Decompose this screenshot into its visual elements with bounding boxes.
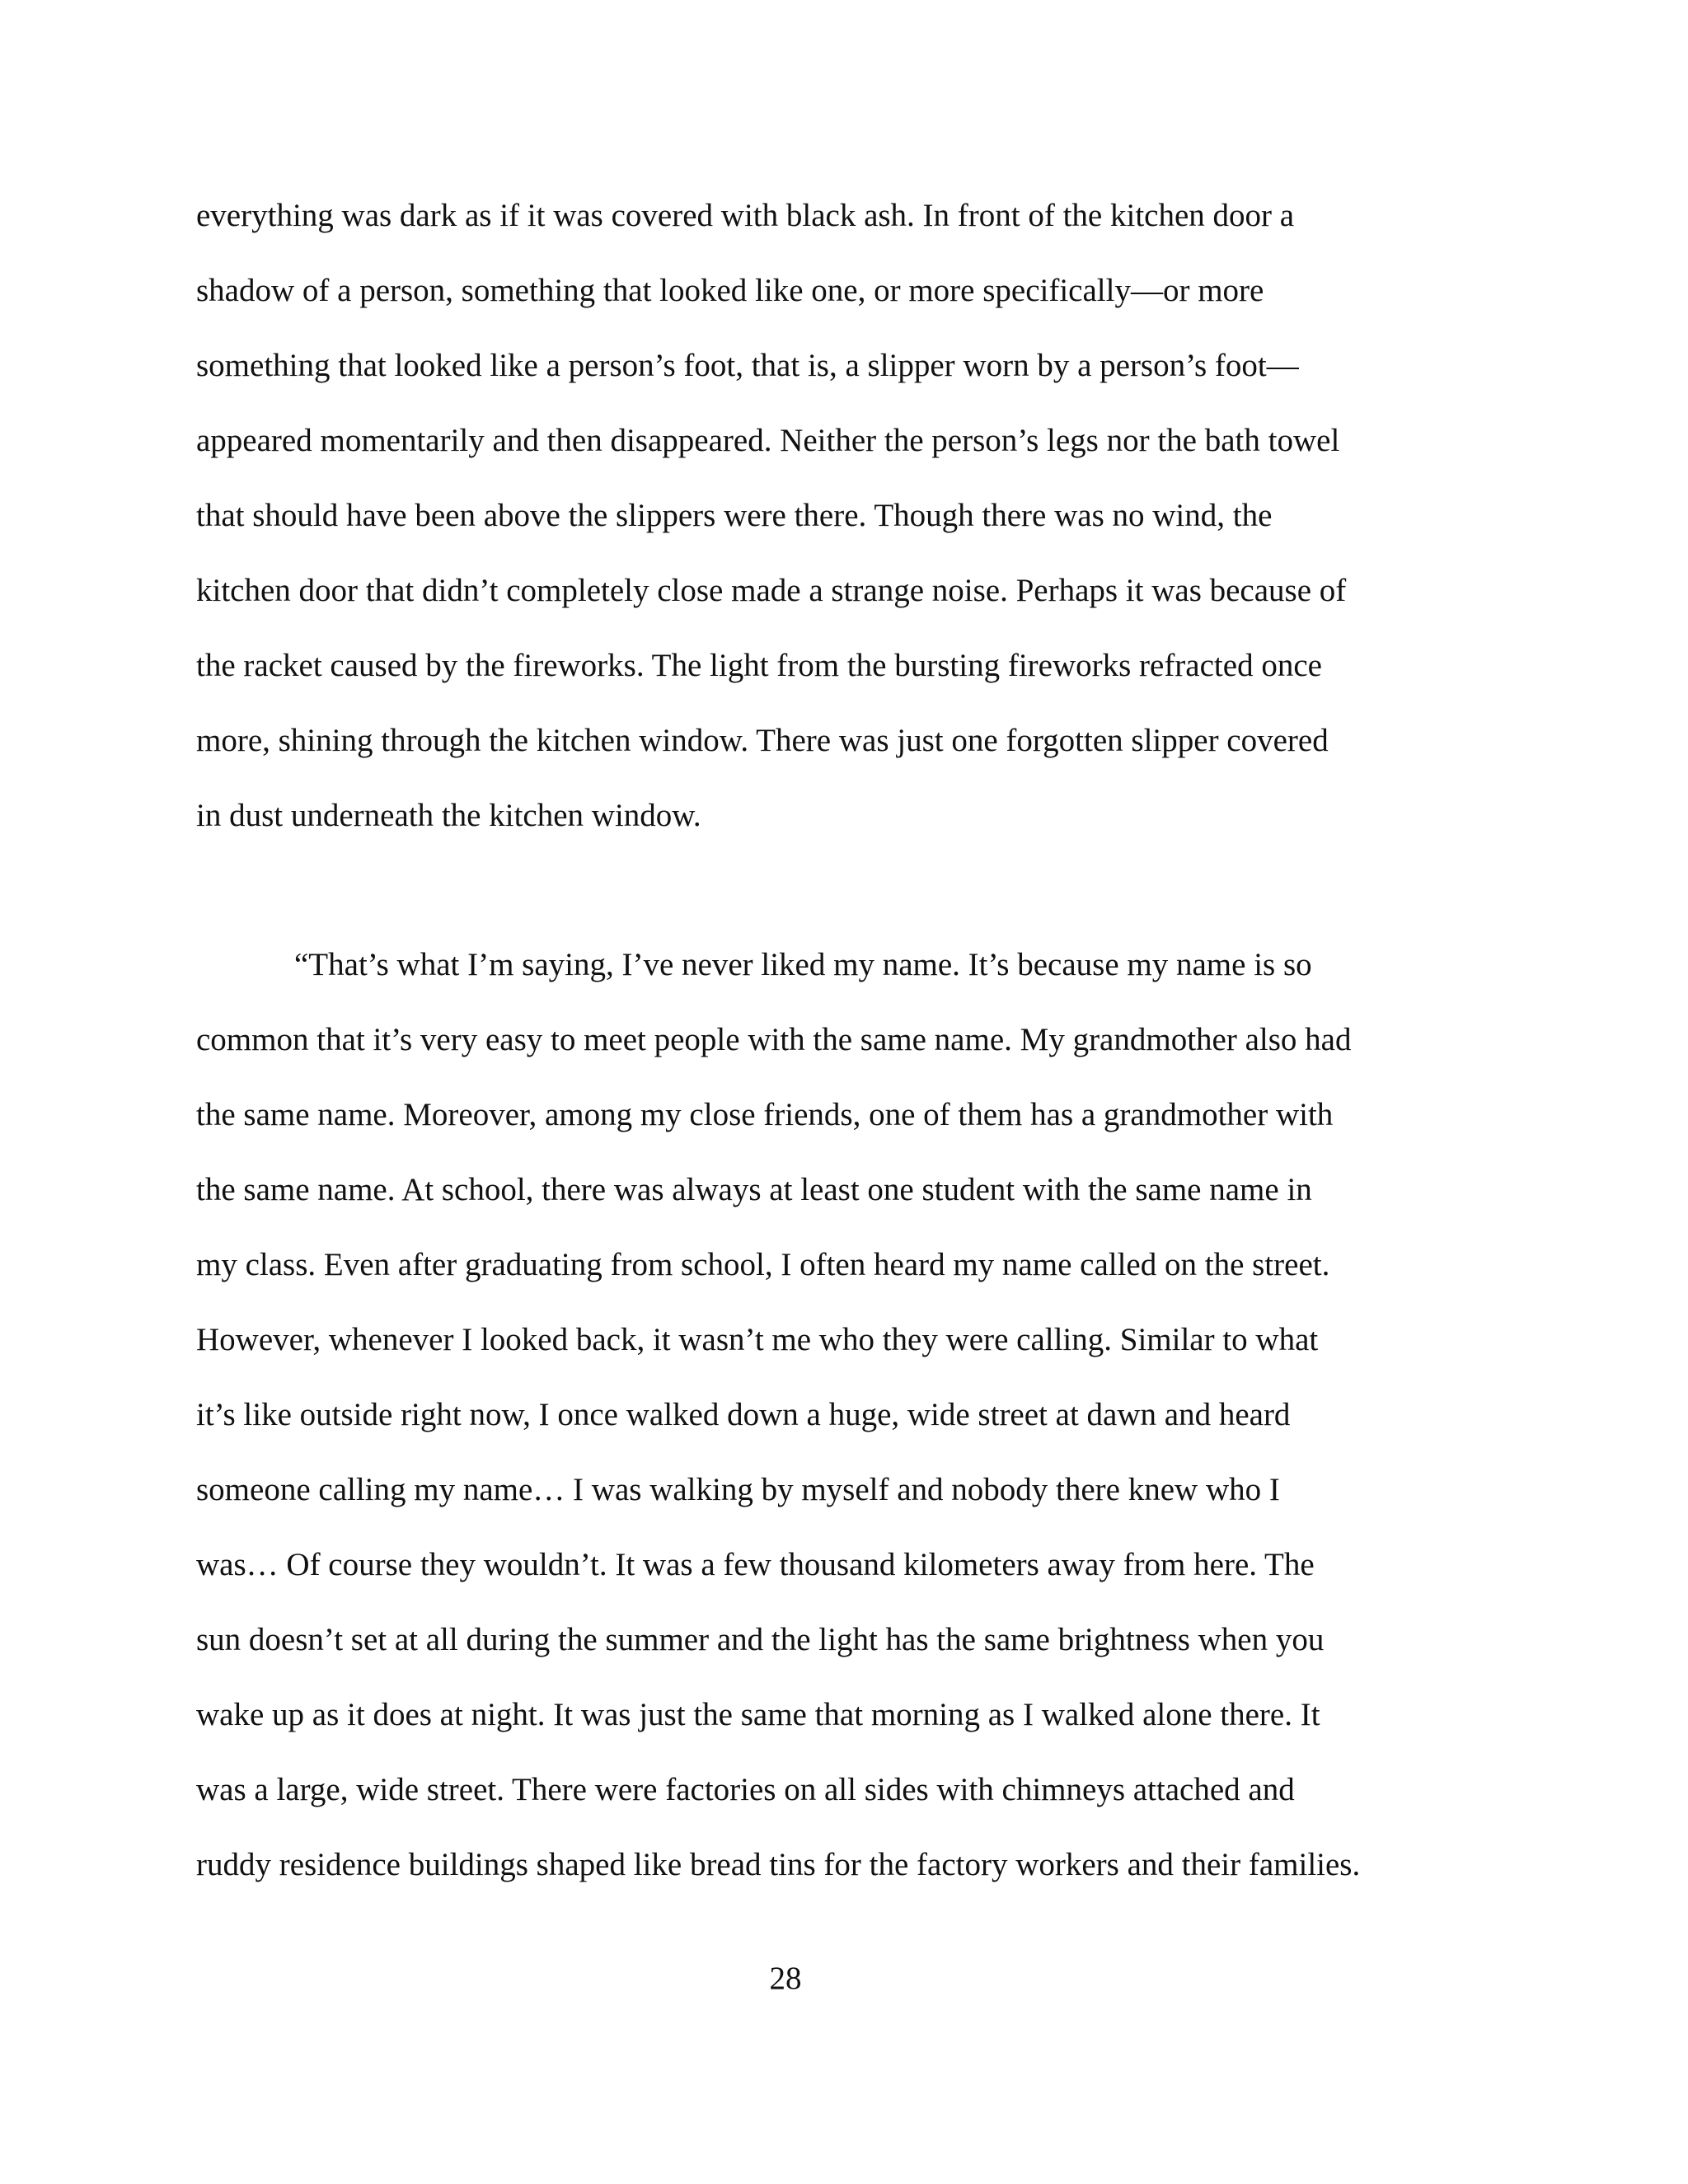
text-line: ruddy residence buildings shaped like bread tins for the factory workers and their families. — [196, 1847, 1361, 1882]
text-line: appeared momentarily and then disappeared. Neither the person’s legs nor the bath towel — [196, 423, 1340, 458]
page-number: 28 — [769, 1961, 802, 1996]
text-line: something that looked like a person’s foot, that is, a slipper worn by a person’s foot— — [196, 348, 1299, 383]
text-line: my class. Even after graduating from school, I often heard my name called on the street. — [196, 1247, 1330, 1282]
text-line: “That’s what I’m saying, I’ve never liked my name. It’s because my name is so — [294, 947, 1312, 982]
text-line: everything was dark as if it was covered with black ash. In front of the kitchen door a — [196, 198, 1295, 233]
text-line: the same name. Moreover, among my close friends, one of them has a grandmother with — [196, 1097, 1334, 1132]
text-line: However, whenever I looked back, it wasn’t me who they were calling. Similar to what — [196, 1322, 1319, 1357]
text-line: in dust underneath the kitchen window. — [196, 798, 701, 833]
text-line: more, shining through the kitchen window. There was just one forgotten slipper covered — [196, 723, 1329, 758]
text-line: was… Of course they wouldn’t. It was a few thousand kilometers away from here. The — [196, 1547, 1315, 1582]
text-line: it’s like outside right now, I once walked down a huge, wide street at dawn and heard — [196, 1397, 1291, 1432]
text-line: shadow of a person, something that looked like one, or more specifically—or more — [196, 273, 1264, 308]
text-line: the same name. At school, there was always at least one student with the same name in — [196, 1172, 1312, 1207]
text-line: that should have been above the slippers were there. Though there was no wind, the — [196, 498, 1273, 533]
text-line: was a large, wide street. There were factories on all sides with chimneys attached and — [196, 1772, 1295, 1807]
text-line: the racket caused by the fireworks. The light from the bursting fireworks refracted once — [196, 648, 1322, 683]
text-line: common that it’s very easy to meet people with the same name. My grandmother also had — [196, 1022, 1352, 1057]
text-line: someone calling my name… I was walking by myself and nobody there knew who I — [196, 1472, 1280, 1507]
text-line: wake up as it does at night. It was just the same that morning as I walked alone there. It — [196, 1697, 1320, 1732]
text-line: kitchen door that didn’t completely close made a strange noise. Perhaps it was because of — [196, 573, 1347, 608]
text-line: sun doesn’t set at all during the summer and the light has the same brightness when you — [196, 1622, 1325, 1657]
